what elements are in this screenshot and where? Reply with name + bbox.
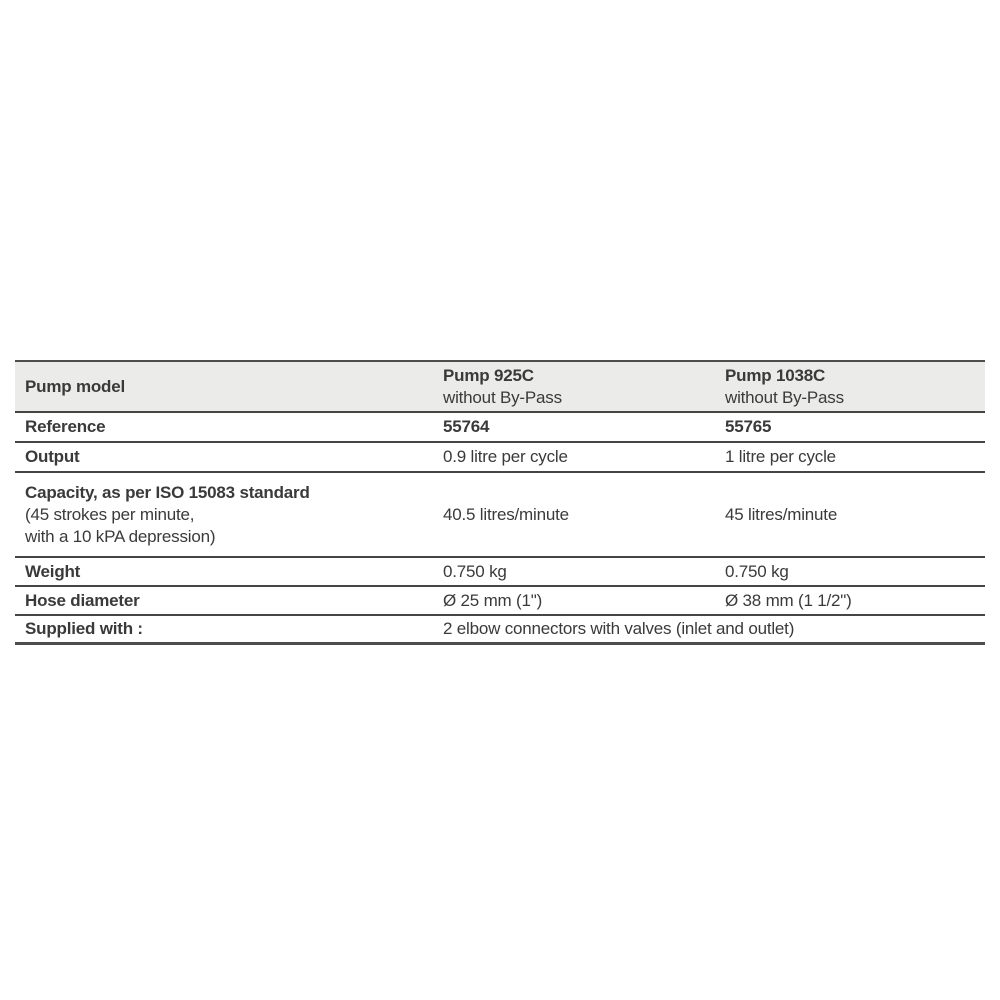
capacity-1038c: 45 litres/minute (725, 504, 838, 524)
row-label: Supplied with : (25, 619, 143, 638)
output-1038c: 1 litre per cycle (725, 447, 836, 466)
weight-925c: 0.750 kg (443, 561, 507, 581)
row-label: Hose diameter (25, 590, 140, 610)
table-row-supplied-with (15, 616, 985, 645)
pump-spec-table (15, 360, 985, 645)
column-subtitle: without By-Pass (443, 387, 562, 407)
column-header-pump-1038c (715, 365, 985, 409)
row-label (15, 482, 433, 548)
hose-diameter-1038c: Ø 38 mm (1 1/2") (725, 590, 852, 610)
column-title: Pump 1038C (725, 365, 826, 385)
weight-1038c: 0.750 kg (725, 561, 789, 581)
table-header-row (15, 362, 985, 413)
capacity-925c: 40.5 litres/minute (443, 504, 569, 524)
reference-1038c: 55765 (725, 417, 772, 436)
capacity-label-line2: (45 strokes per minute, (25, 504, 195, 524)
header-row-label: Pump model (25, 376, 126, 396)
capacity-label-line3: with a 10 kPA depression) (25, 526, 216, 546)
output-925c: 0.9 litre per cycle (443, 447, 568, 466)
table-row-hose-diameter (15, 587, 985, 616)
table-row-output (15, 443, 985, 473)
row-label: Output (25, 447, 80, 466)
table-row-capacity (15, 473, 985, 558)
table-row-reference (15, 413, 985, 443)
capacity-label-main: Capacity, as per ISO 15083 standard (25, 482, 310, 502)
row-label: Reference (25, 417, 106, 436)
column-title: Pump 925C (443, 365, 534, 385)
hose-diameter-925c: Ø 25 mm (1") (443, 590, 543, 610)
table-row-weight (15, 558, 985, 587)
column-header-pump-925c (433, 365, 715, 409)
row-label: Weight (25, 561, 81, 581)
column-subtitle: without By-Pass (725, 387, 844, 407)
reference-925c: 55764 (443, 417, 490, 436)
supplied-with-value: 2 elbow connectors with valves (inlet and outlet) (443, 619, 795, 638)
